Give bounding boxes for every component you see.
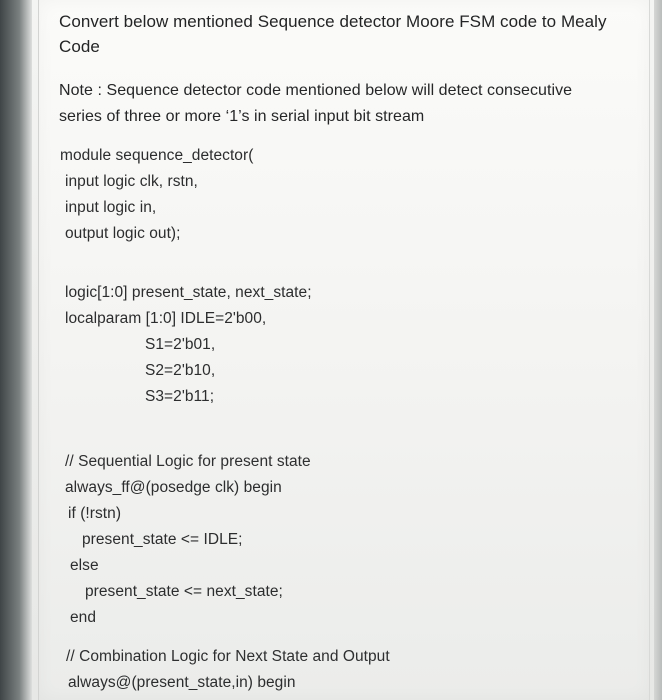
code-localparam-idle-line: localparam [1:0] IDLE=2'b00, xyxy=(65,310,267,327)
code-else-line: else xyxy=(70,557,99,574)
code-output-out-line: output logic out); xyxy=(65,225,181,242)
code-input-in-line: input logic in, xyxy=(65,199,157,216)
code-state-s2-line: S2=2'b10, xyxy=(145,362,216,379)
code-always-comb-line: always@(present_state,in) begin xyxy=(68,674,296,691)
code-logic-state-line: logic[1:0] present_state, next_state; xyxy=(65,284,312,301)
code-state-s1-line: S1=2'b01, xyxy=(145,336,216,353)
code-module-line: module sequence_detector( xyxy=(60,147,254,164)
code-if-rstn-line: if (!rstn) xyxy=(68,505,122,522)
left-screen-edge xyxy=(0,0,32,700)
code-sequential-comment: // Sequential Logic for present state xyxy=(65,453,311,470)
right-screen-edge xyxy=(654,0,662,700)
note-line-1: Note : Sequence detector code mentioned below will detect consecutive xyxy=(59,82,573,99)
code-input-clk-rstn-line: input logic clk, rstn, xyxy=(65,173,198,190)
question-line-2: Code xyxy=(59,37,100,56)
question-panel xyxy=(38,0,650,700)
code-always-ff-line: always_ff@(posedge clk) begin xyxy=(65,479,282,496)
code-combination-comment: // Combination Logic for Next State and Output xyxy=(66,648,390,665)
note-line-2: series of three or more ‘1’s in serial input bit stream xyxy=(59,108,425,125)
code-present-idle-line: present_state <= IDLE; xyxy=(82,531,243,548)
code-present-next-line: present_state <= next_state; xyxy=(85,583,283,600)
code-state-s3-line: S3=2'b11; xyxy=(145,388,215,405)
code-end-line: end xyxy=(70,609,97,626)
question-line-1: Convert below mentioned Sequence detector Moore FSM code to Mealy xyxy=(59,12,607,31)
